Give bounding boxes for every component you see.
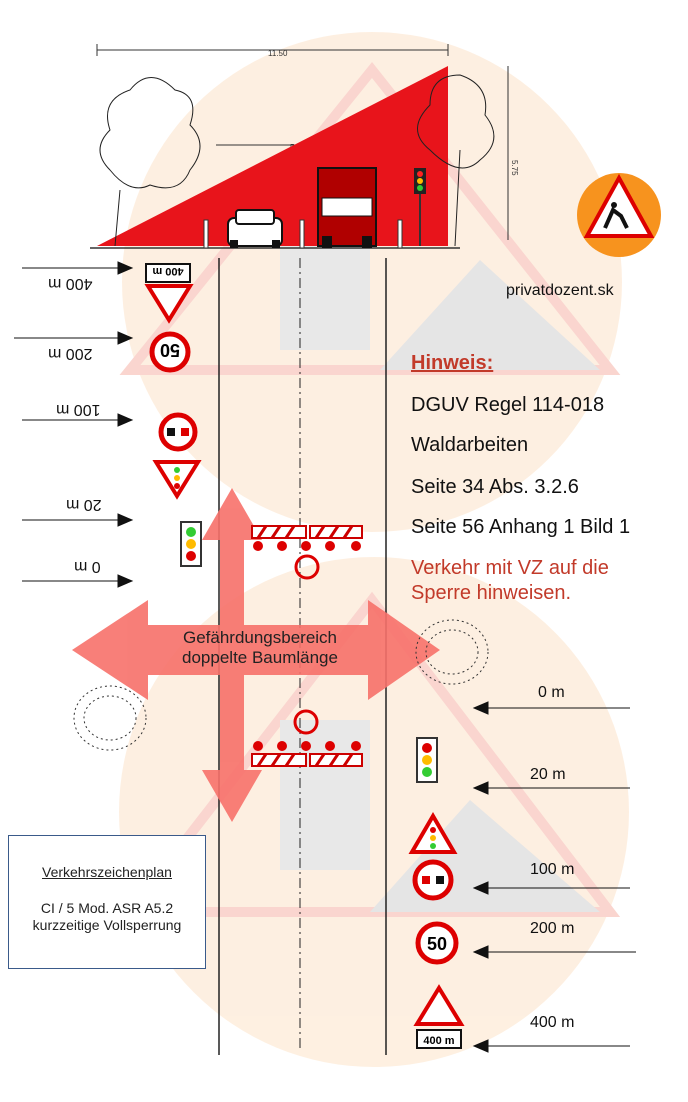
hinweis-title: Hinweis:	[411, 352, 494, 374]
right-distance-20: 20 m	[530, 766, 566, 783]
right-distance-200: 200 m	[530, 920, 575, 937]
plan-legend-box	[8, 835, 206, 969]
left-distance-200: 200 m	[48, 345, 93, 362]
speed-left: 50	[159, 340, 181, 360]
car-icon	[228, 210, 282, 248]
hinweis-line-2: Waldarbeiten	[411, 434, 529, 456]
left-distance-20: 20 m	[66, 496, 102, 513]
no-overtaking-left-icon	[161, 415, 195, 449]
hinweis-line-4: Seite 56 Anhang 1 Bild 1	[411, 516, 631, 538]
height-dimension: 5.75	[510, 160, 519, 176]
speed-right: 50	[426, 934, 448, 954]
no-overtaking-right-icon	[415, 862, 451, 898]
hazard-zone-line-1: Gefährdungsbereich	[182, 628, 338, 647]
plan-line-1: CI / 5 Mod. ASR A5.2	[40, 900, 174, 916]
hinweis-line-1: DGUV Regel 114-018	[411, 394, 605, 416]
site-name: privatdozent.sk	[506, 282, 614, 299]
truck-icon	[318, 168, 376, 248]
hinweis-red-note: Verkehr mit VZ auf die Sperre hinweisen.	[411, 557, 609, 604]
hazard-zone-line-2: doppelte Baumlänge	[182, 648, 338, 667]
right-distance-400: 400 m	[530, 1014, 575, 1031]
hazard-zone-label	[160, 628, 360, 668]
left-distance-arrows	[14, 262, 132, 587]
right-distance-100: 100 m	[530, 861, 575, 878]
left-distance-400: 400 m	[48, 275, 93, 292]
construction-logo	[577, 173, 661, 257]
plate-right: 400 m	[423, 1035, 455, 1047]
left-distance-0: 0 m	[74, 558, 101, 575]
width-dimension: 11.50	[268, 49, 288, 58]
right-distance-0: 0 m	[538, 684, 565, 701]
plate-left: 400 m	[152, 265, 184, 277]
plan-title: Verkehrszeichenplan	[42, 864, 172, 880]
left-distance-100: 100 m	[56, 401, 101, 418]
hinweis-line-3: Seite 34 Abs. 3.2.6	[411, 476, 579, 498]
plan-line-2: kurzzeitige Vollsperrung	[32, 917, 182, 933]
